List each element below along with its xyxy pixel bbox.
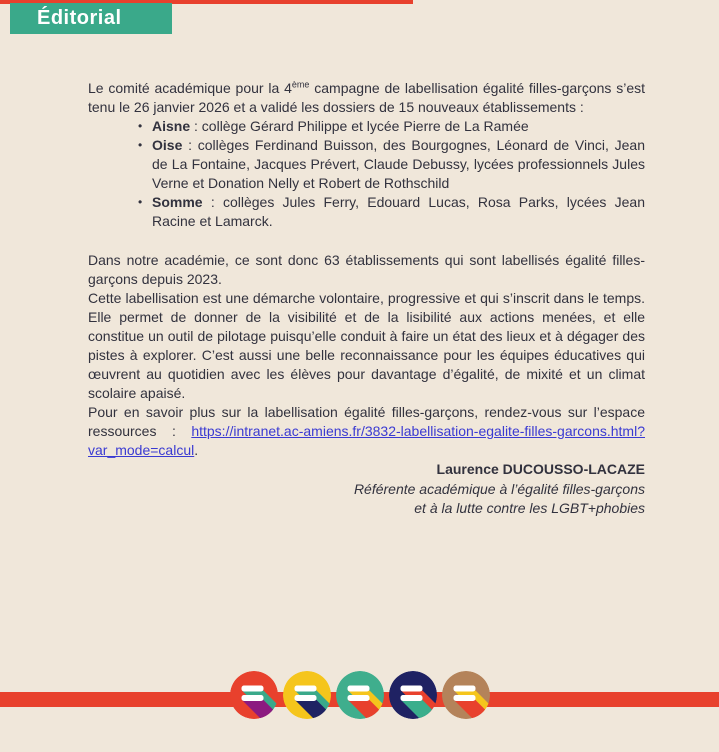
list-item-oise	[142, 136, 645, 193]
stats-sentence: Dans notre académie, ce sont donc 63 établissements qui sont labellisés égalité filles-garçons depuis 2023.	[88, 252, 645, 287]
intro-text-start: Le comité académique pour la 4	[88, 80, 292, 96]
intro-text-end: campagne de labellisation égalité filles-garçons s’est tenu le 26 janvier 2026 et a validé les dossiers de 15 nouveaux établissements :	[88, 80, 646, 115]
equality-logo-brown-red-icon	[442, 671, 490, 719]
equality-logo-green-red-icon	[336, 671, 384, 719]
equality-logo-row	[0, 671, 719, 719]
equality-logo-red-purple-icon	[230, 671, 278, 719]
resources-paragraph	[88, 403, 645, 460]
resources-text: Pour en savoir plus sur la labellisation égalité filles-garçons, rendez-vous sur l’espace ressources :	[88, 404, 645, 439]
author-role-line1: Référente académique à l’égalité filles-garçons	[353, 480, 645, 497]
department-list	[88, 117, 645, 231]
intranet-link[interactable]: https://intranet.ac-amiens.fr/3832-labellisation-egalite-filles-garcons.html?var_mode=calcul	[88, 423, 645, 458]
label-description-paragraph	[88, 251, 645, 403]
signature-block	[88, 460, 645, 519]
equality-logo-yellow-navy-icon	[283, 671, 331, 719]
author-name: Laurence DUCOUSSO-LACAZE	[436, 461, 645, 477]
separator: :	[182, 137, 198, 153]
separator: :	[190, 118, 202, 134]
intro-paragraph	[88, 79, 645, 117]
list-item-somme	[142, 193, 645, 231]
department-name: Oise	[152, 137, 183, 153]
list-item-aisne	[142, 117, 645, 136]
department-schools: collèges Jules Ferry, Edouard Lucas, Rosa Parks, lycées Jean Racine et Lamarck.	[152, 194, 645, 229]
ordinal-superscript: ème	[291, 79, 310, 90]
department-schools: collège Gérard Philippe et lycée Pierre de La Ramée	[201, 118, 529, 134]
author-role-line2: et à la lutte contre les LGBT+phobies	[414, 500, 645, 516]
department-name: Somme	[152, 194, 203, 210]
sentence-period: .	[194, 442, 199, 458]
editorial-title: Éditorial	[37, 7, 122, 29]
equality-logo-navy-green-icon	[389, 671, 437, 719]
editorial-body	[88, 79, 645, 519]
department-schools: collèges Ferdinand Buisson, des Bourgognes, Léonard de Vinci, Jean de La Fontaine, Jacques Prévert, Claude Debussy, lycées professionnels Jules Verne et Donation Nelly et Robert de Rothschild	[152, 137, 645, 191]
description-sentence: Cette labellisation est une démarche volontaire, progressive et qui s’inscrit dans le temps. Elle permet de donner de la visibilité et de la lisibilité aux actions menées, et elle constitue un outil de pilotage puisqu’elle conduit à faire un état des lieux et à dégager des pistes à explorer. C’est aussi une belle reconnaissance pour les équipes éducatives qui œuvrent au quotidien avec les élèves pour davantage d’égalité, de mixité et un climat scolaire apaisé.	[88, 290, 645, 401]
separator: :	[202, 194, 223, 210]
editorial-badge	[10, 3, 172, 34]
department-name: Aisne	[152, 118, 191, 134]
